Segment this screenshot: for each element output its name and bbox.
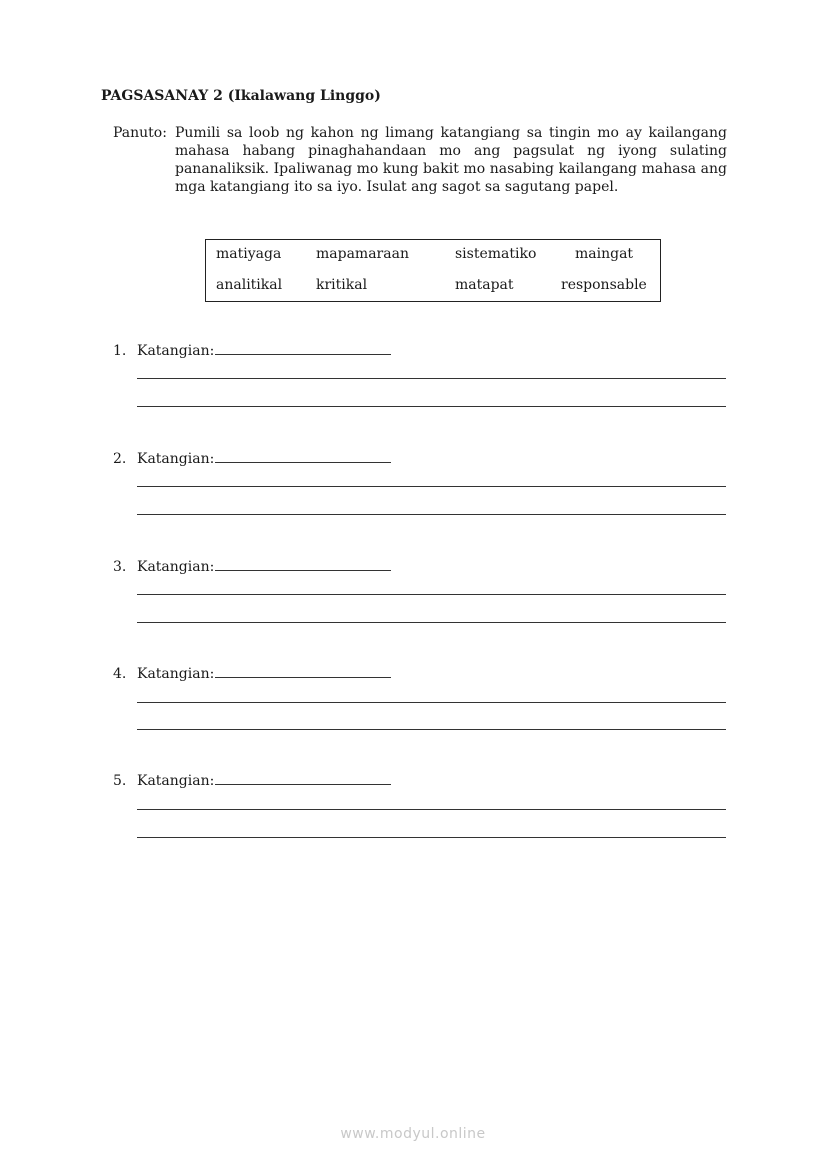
item-label: Katangian: [137, 773, 215, 789]
item-number: 3. [113, 559, 127, 575]
item-number: 5. [113, 773, 127, 789]
word-option: analitikal [216, 277, 283, 293]
word-option: kritikal [316, 277, 368, 293]
katangian-blank[interactable] [215, 663, 391, 678]
answer-line[interactable] [137, 514, 726, 515]
answer-line[interactable] [137, 406, 726, 407]
answer-line[interactable] [137, 622, 726, 623]
item-number: 1. [113, 343, 127, 359]
answer-item-3 [113, 556, 391, 575]
directions-label: Panuto: [113, 125, 167, 141]
answer-line[interactable] [137, 486, 726, 487]
answer-line[interactable] [137, 837, 726, 838]
katangian-blank[interactable] [215, 340, 391, 355]
item-label: Katangian: [137, 666, 215, 682]
katangian-blank[interactable] [215, 448, 391, 463]
word-choice-box [205, 239, 661, 302]
item-number: 4. [113, 666, 127, 682]
word-option: mapamaraan [316, 246, 409, 262]
word-option: sistematiko [455, 246, 537, 262]
answer-line[interactable] [137, 378, 726, 379]
watermark: www.modyul.online [340, 1126, 486, 1142]
word-option: matapat [455, 277, 514, 293]
answer-line[interactable] [137, 729, 726, 730]
answer-item-4 [113, 663, 391, 682]
word-option: responsable [561, 277, 647, 293]
answer-line[interactable] [137, 702, 726, 703]
item-label: Katangian: [137, 451, 215, 467]
worksheet-title: PAGSASANAY 2 (Ikalawang Linggo) [101, 88, 381, 104]
directions [113, 124, 727, 196]
katangian-blank[interactable] [215, 556, 391, 571]
item-label: Katangian: [137, 343, 215, 359]
answer-item-1 [113, 340, 391, 359]
item-number: 2. [113, 451, 127, 467]
answer-line[interactable] [137, 594, 726, 595]
word-option: maingat [575, 246, 634, 262]
item-label: Katangian: [137, 559, 215, 575]
katangian-blank[interactable] [215, 770, 391, 785]
answer-item-2 [113, 448, 391, 467]
word-option: matiyaga [216, 246, 282, 262]
answer-item-5 [113, 770, 391, 789]
directions-text: Pumili sa loob ng kahon ng limang katangiang sa tingin mo ay kailangang mahasa habang pinaghahandaan mo ang pagsulat ng iyong sulating pananaliksik. Ipaliwanag mo kung bakit mo nasabing kailangang mahasa ang mga katangiang ito sa iyo. Isulat ang sagot sa sagutang papel. [175, 125, 727, 195]
answer-line[interactable] [137, 809, 726, 810]
